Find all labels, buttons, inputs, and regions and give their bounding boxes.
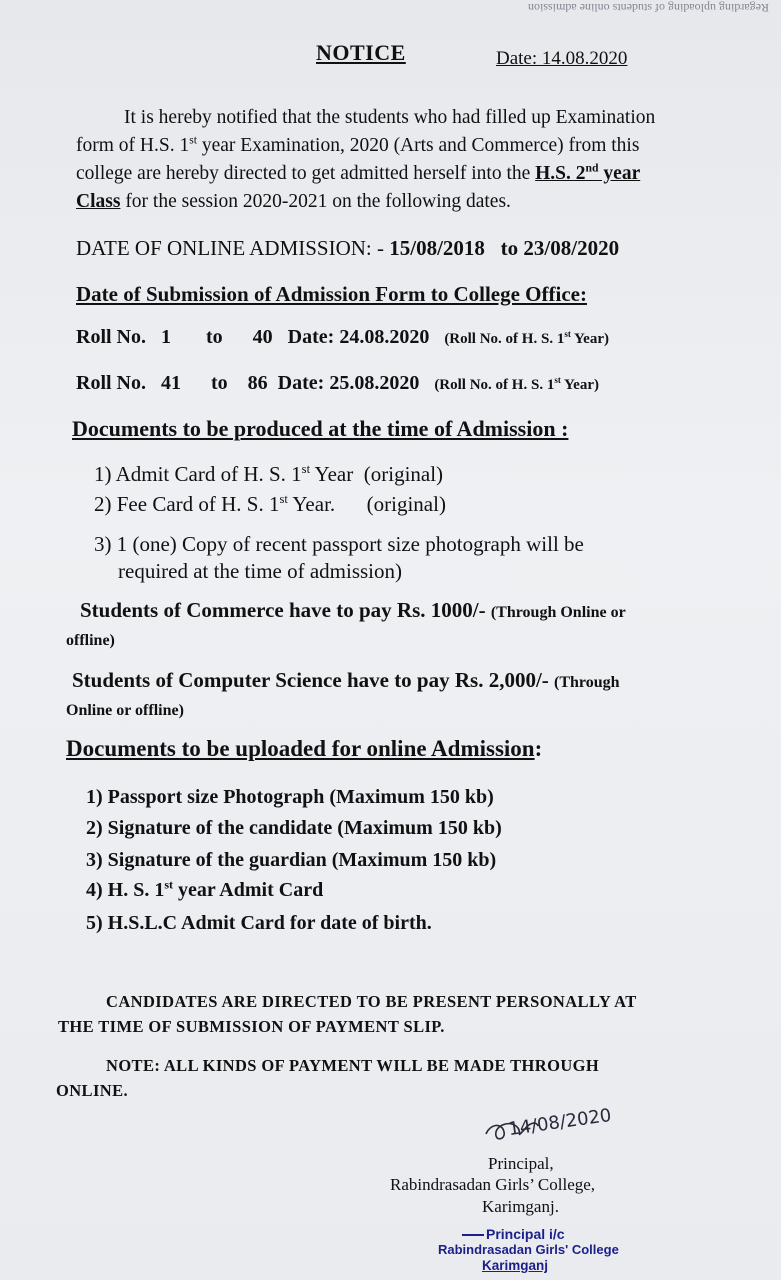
upload-item-1: 1) Passport size Photograph (Maximum 150 kb) [86, 786, 494, 808]
online-to-word: to [500, 236, 519, 260]
online-from: 15/08/2018 [389, 236, 485, 260]
roll-to: 40 [252, 326, 273, 348]
stamp-line-1-text: Principal i/c [486, 1226, 565, 1242]
handwritten-date: 14/08/2020 [507, 1104, 613, 1141]
roll-to-word: to [211, 372, 228, 394]
note-line-2: ONLINE. [56, 1081, 129, 1100]
roll-row-2 [76, 372, 599, 395]
roll-to-word: to [206, 326, 223, 348]
online-to: 23/08/2020 [523, 236, 620, 260]
roll-from: 1 [161, 326, 171, 348]
sup-st: st [189, 133, 197, 147]
fee-commerce-wrap [66, 626, 115, 651]
signature-place: Karimganj. [482, 1197, 559, 1216]
stamp-line-1 [462, 1226, 565, 1242]
document-text: 1) Admit Card of H. S. 1 [94, 462, 302, 486]
document-extra: (original) [363, 462, 444, 486]
roll-from: 41 [161, 372, 181, 394]
fee-wrap: Online or offline) [66, 702, 184, 719]
online-label: DATE OF ONLINE ADMISSION: - [76, 236, 390, 260]
intro-line1: It is hereby notified that the students who had filled up Examination [124, 107, 656, 128]
signature-title: Principal, [488, 1154, 554, 1173]
stamp-line-2: Rabindrasadan Girls' College [438, 1242, 619, 1257]
upload-item-3: 3) Signature of the guardian (Maximum 150 kb) [86, 849, 497, 871]
document-extra: (original) [366, 492, 446, 516]
intro-line2a: form of H.S. 1 [76, 135, 190, 156]
upload-colon: : [534, 736, 543, 761]
fee-small: (Through [554, 674, 620, 691]
document-sup: st [279, 492, 288, 506]
document-item-2 [94, 492, 446, 517]
roll-note-sup: st [554, 375, 561, 385]
fee-wrap: offline) [66, 632, 115, 649]
upload-item-2: 2) Signature of the candidate (Maximum 150 kb) [86, 817, 502, 839]
documents-heading: Documents to be produced at the time of Admission : [72, 416, 569, 441]
document-text: 3) 1 (one) Copy of recent passport size photograph will be [94, 532, 584, 556]
fee-computer-wrap [66, 696, 184, 721]
mirrored-bleed-text: Regarding uploading of students online admission [528, 1, 769, 15]
intro-paragraph [76, 104, 716, 216]
roll-note-end: Year) [560, 377, 599, 393]
candidates-line-2: THE TIME OF SUBMISSION OF PAYMENT SLIP. [58, 1017, 445, 1036]
note-line-1: NOTE: ALL KINDS OF PAYMENT WILL BE MADE THROUGH [106, 1056, 600, 1075]
notice-date: Date: 14.08.2020 [496, 48, 628, 69]
handwritten-signature [480, 1106, 640, 1161]
roll-date: Date: 24.08.2020 [287, 326, 430, 348]
upload-heading [66, 736, 542, 762]
fee-text: Students of Commerce have to pay Rs. 1000/- [80, 598, 491, 622]
document-item-3-cont: required at the time of admission) [118, 559, 403, 583]
roll-row-1 [76, 326, 609, 349]
roll-note: (Roll No. of H. S. 1 [434, 377, 555, 393]
document-item-1 [94, 462, 443, 487]
document-end: Year. [287, 492, 336, 516]
document-sup: st [301, 462, 311, 476]
fee-commerce [80, 598, 626, 623]
fee-text: Students of Computer Science have to pay Rs. 2,000/- [72, 668, 555, 692]
roll-date: Date: 25.08.2020 [277, 372, 420, 394]
roll-to: 86 [247, 372, 268, 394]
roll-label: Roll No. [76, 326, 146, 348]
upload-item-5: 5) H.S.L.C Admit Card for date of birth. [86, 912, 432, 934]
intro-line2b: year Examination, 2020 (Arts and Commerce) from this [201, 135, 640, 156]
upload-item-4-text: 4) H. S. 1 [86, 879, 165, 901]
upload-item-4-end: year Admit Card [173, 879, 324, 901]
roll-note-end: Year) [570, 331, 609, 347]
fee-small: (Through Online or [490, 604, 626, 621]
roll-note-sup: st [564, 329, 571, 339]
document-end: Year [310, 462, 354, 486]
intro-line3b: H.S. 2 [535, 163, 586, 184]
intro-line4a: Class [76, 191, 121, 212]
submission-heading: Date of Submission of Admission Form to College Office: [76, 282, 587, 306]
intro-line3a: college are hereby directed to get admitted herself into the [76, 163, 536, 184]
stamp-line-3: Karimganj [482, 1258, 549, 1273]
roll-label: Roll No. [76, 372, 146, 394]
intro-line4b: for the session 2020-2021 on the following dates. [120, 191, 511, 212]
sup-nd: nd [585, 161, 599, 175]
online-admission [76, 236, 619, 261]
upload-item-4-sup: st [164, 877, 174, 892]
stamp-dash [462, 1234, 484, 1236]
roll-note: (Roll No. of H. S. 1 [444, 331, 565, 347]
signature-college: Rabindrasadan Girls’ College, [390, 1175, 596, 1194]
notice-title: NOTICE [316, 40, 406, 65]
upload-heading-text: Documents to be uploaded for online Admission [66, 736, 535, 761]
upload-item-4 [86, 879, 323, 902]
candidates-line-1: CANDIDATES ARE DIRECTED TO BE PRESENT PERSONALLY AT [106, 992, 637, 1011]
document-item-3 [94, 532, 584, 557]
document-text: 2) Fee Card of H. S. 1 [94, 492, 280, 516]
intro-line3c: year [598, 163, 641, 184]
fee-computer [72, 668, 620, 693]
